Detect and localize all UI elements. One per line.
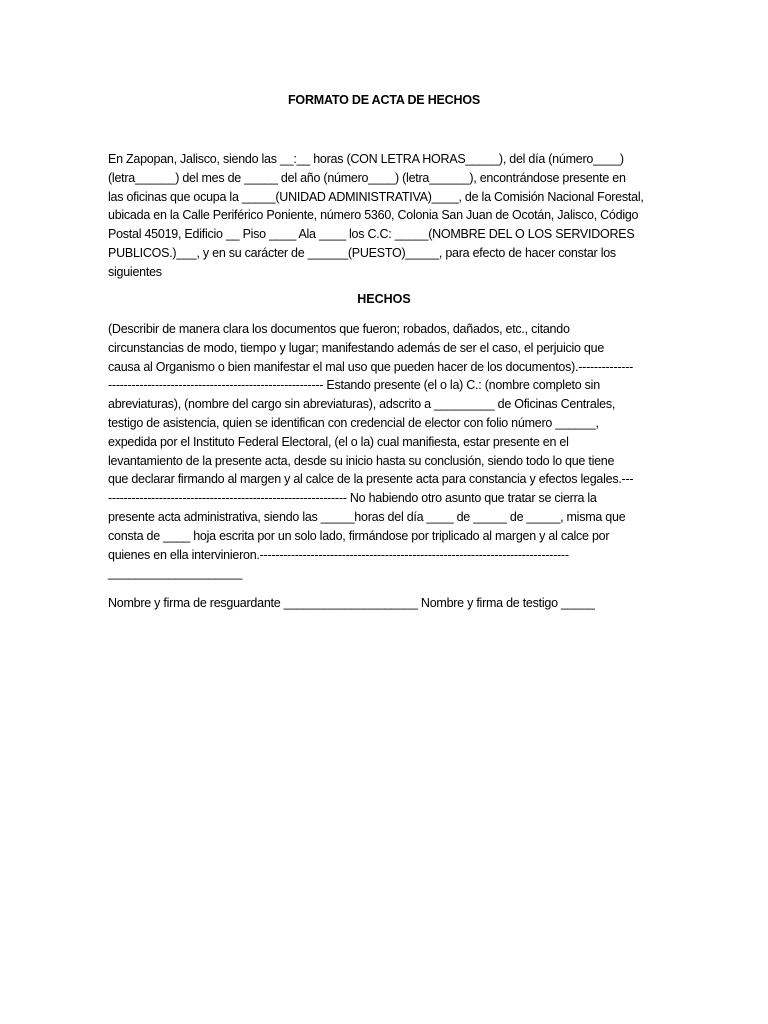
intro-line: siguientes (108, 264, 162, 279)
body-line: levantamiento de la presente acta, desde su inicio hasta su conclusión, siendo todo lo que tiene (108, 453, 615, 468)
intro-line: PUBLICOS.)___, y en su carácter de ______(PUESTO)_____, para efecto de hacer constar los (108, 245, 616, 260)
intro-line: (letra______) del mes de _____ del año (número____) (letra______), encontrándose presente en (108, 170, 626, 185)
body-line: abreviaturas), (nombre del cargo sin abreviaturas), adscrito a _________ de Oficinas Centrales, (108, 397, 616, 412)
body-line: que declarar firmando al margen y al calce de la presente acta para constancia y efectos legales.--- (108, 472, 634, 487)
body-line: circunstancias de modo, tiempo y lugar; manifestando además de ser el caso, el perjuicio que (108, 340, 605, 355)
signature-line: Nombre y firma de resguardante ____________________ Nombre y firma de testigo _____ (108, 596, 595, 610)
body-line: causa al Organismo o bien manifestar el mal uso que pueden hacer de los documentos).-------------- (108, 359, 634, 374)
body-line: consta de ____ hoja escrita por un solo lado, firmándose por triplicado al margen y al calce por (108, 528, 610, 543)
intro-line: En Zapopan, Jalisco, siendo las __:__ horas (CON LETRA HORAS_____), del día (número____) (108, 152, 624, 166)
intro-line: las oficinas que ocupa la _____(UNIDAD ADMINISTRATIVA)____, de la Comisión Nacional Forestal, (108, 189, 644, 204)
body-line: (Describir de manera clara los documentos que fueron; robados, dañados, etc., citando (108, 322, 570, 336)
intro-line: Postal 45019, Edificio __ Piso ____ Ala ____ los C.C: _____(NOMBRE DEL O LOS SERVIDORES (108, 227, 635, 242)
body-line: ____________________ (108, 566, 243, 581)
document-title: FORMATO DE ACTA DE HECHOS (288, 93, 480, 107)
body-line: ------------------------------------------------------- Estando presente (el o la) C.: (nombre completo sin (108, 378, 600, 393)
body-line: quienes en ella intervinieron.------------------------------------------------------------------------------- (108, 547, 569, 562)
body-line: testigo de asistencia, quien se identifican con credencial de elector con folio número ______, (108, 415, 599, 430)
body-line: ------------------------------------------------------------- No habiendo otro asunto que tratar se cierra la (108, 491, 597, 506)
hechos-paragraph (108, 320, 664, 583)
body-line: expedida por el Instituto Federal Electoral, (el o la) cual manifiesta, estar presente en el (108, 434, 569, 449)
hechos-heading: HECHOS (357, 292, 411, 306)
intro-paragraph (108, 150, 664, 282)
intro-line: ubicada en la Calle Periférico Poniente, número 5360, Colonia San Juan de Ocotán, Jalisco, Código (108, 208, 639, 223)
body-line: presente acta administrativa, siendo las _____horas del día ____ de _____ de _____, misma que (108, 509, 626, 524)
